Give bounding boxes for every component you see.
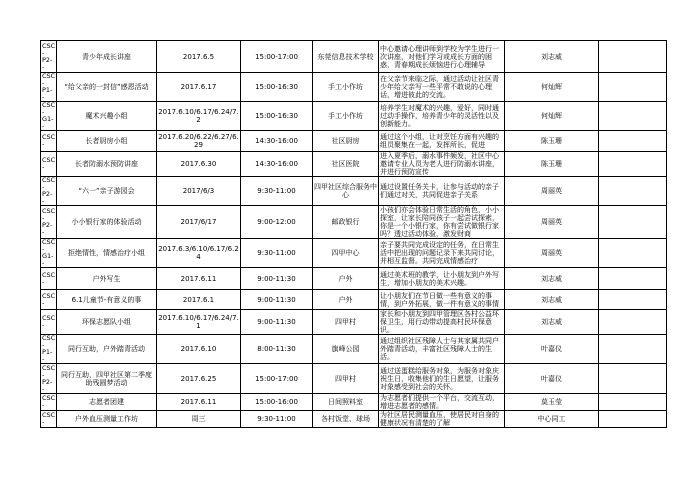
activity-code [41,364,57,394]
activity-place: 社区医院 [313,152,379,177]
table-row [41,364,667,394]
activity-remark [599,177,667,206]
activity-time: 14:30-16:00 [241,152,313,177]
activity-code-part: - [42,48,45,57]
activity-remark [599,290,667,310]
activity-code-part: - [42,321,45,329]
activity-date: 2017.6.3/6.10/6.17/6.24 [157,239,241,268]
activity-place: 邮政银行 [313,206,379,239]
activity-date: 2017/6/3 [157,177,241,206]
activity-name: 志愿者团建 [57,394,157,411]
activity-code-part: CSC [42,238,56,246]
activity-code [41,335,57,364]
activity-code [41,102,57,131]
activity-code-part: - [42,228,45,236]
activity-time: 14:30-16:00 [241,131,313,152]
activity-time: 9:30-11:00 [241,177,313,206]
activity-time: 9:30-11:00 [241,411,313,428]
activity-code-part: P2- [42,190,53,198]
activity-code-part: - [42,140,45,148]
activity-name: 拒绝情性，情感治疗小组 [57,239,157,268]
activity-staff: 中心同工 [505,411,599,428]
activity-code-part: - [42,197,45,205]
activity-time: 15:00-16:30 [241,73,313,102]
activity-place: 四甲村 [313,364,379,394]
activity-code-part: - [42,355,45,363]
activity-code [41,73,57,102]
table-row [41,152,667,177]
activity-place: 四甲中心 [313,239,379,268]
activity-remark [599,364,667,394]
activity-time: 15:00-16:30 [241,102,313,131]
activity-date: 2017.6.17 [157,73,241,102]
activity-date: 2017.6.11 [157,394,241,411]
activity-name: 长者防溺水预防讲座 [57,152,157,177]
activity-code-part: CSC [42,363,56,372]
activity-code [41,310,57,335]
activity-date: 2017.6.20/6.22/6.27/6.29 [157,131,241,152]
activity-description: 培养学生对魔术的兴趣，爱好，同时通过动手操作，培养青少年的灵活性以及创新能力。 [379,102,505,131]
activity-place: 四甲村 [313,310,379,335]
table-row [41,411,667,428]
activity-code [41,394,57,411]
activity-code-part: CSC [42,207,56,215]
activity-staff: 何灿辉 [505,73,599,102]
activity-code [41,239,57,268]
activity-staff: 陈玉珊 [505,131,599,152]
activity-code-part: CSC [42,133,56,141]
activity-code-part: CSC [42,394,56,402]
table-row [41,41,667,73]
activity-place: 户外 [313,268,379,290]
activity-date: 2017.6.30 [157,152,241,177]
activity-code-part: CSC [42,314,56,322]
activity-code-part: CSC [42,334,56,342]
activity-code-part: - [42,384,45,393]
activity-remark [599,73,667,102]
activity-code [41,411,57,428]
activity-code-part: - [42,259,45,267]
activity-remark [599,394,667,411]
activity-code-part: - [42,62,45,71]
activity-description: 小孩们亦会体验日常生活的角色，小小探室，让家长陪同孩子一起尝试探索，你是一个小银行家，你有尝试做银行家吗？透过活动体验，激发财商 [379,206,505,239]
activity-code-part: P2- [42,221,53,229]
activity-date: 周三 [157,411,241,428]
activity-code [41,290,57,310]
activity-description: 中心邀请心理讲师到学校为学生进行一次讲座，对他们学习或成长方面的困惑，青春期成长烦恼进行心理辅导 [379,41,505,73]
table-row [41,394,667,411]
activity-name: 长者厨房小组 [57,131,157,152]
activity-remark [599,131,667,152]
activity-code-part: - [42,341,45,349]
activity-code-part: P1- [42,86,53,94]
activity-code [41,41,57,73]
activity-remark [599,41,667,73]
activity-description: 通过美术班的教学，让小朋友到户外写生，增加小朋友的美术兴趣。 [379,268,505,290]
activity-code-part: - [42,93,45,101]
activity-place: 手工小作坊 [313,73,379,102]
activity-remark [599,411,667,428]
activity-remark [599,102,667,131]
activity-code-part: - [42,277,45,286]
activity-code-part: CSC [42,270,56,279]
activity-description: 通过这个小组，让对烹饪方面有兴趣的组员聚集在一起，发挥所长，促进 [379,131,505,152]
activity-description: 为志愿者们提供一个平台，交流互动，增进志愿者的感情。 [379,394,505,411]
activity-place: 手工小作坊 [313,102,379,131]
activity-name: 环保志愿队小组 [57,310,157,335]
table-row [41,239,667,268]
activity-date: 2017.6.25 [157,364,241,394]
activity-date: 2017.6.1 [157,290,241,310]
activity-place: 日间照料室 [313,394,379,411]
table-row [41,177,667,206]
activity-description: 通过设置任务关卡，让参与活动的亲子们通过对关，共同促进亲子关系 [379,177,505,206]
activity-code-part: - [42,183,45,191]
table-row [41,335,667,364]
table-row [41,73,667,102]
activity-name: 同行互助，户外踏青活动 [57,335,157,364]
activity-date: 2017/6/17 [157,206,241,239]
activity-code-part: - [42,163,45,171]
activity-code-part: G1- [42,115,54,123]
activity-time: 9:00-11:30 [241,310,313,335]
activity-staff: 刘志威 [505,41,599,73]
table-row [41,102,667,131]
activity-staff: 莫玉莹 [505,394,599,411]
activity-name: “给父亲的一封信”感恩活动 [57,73,157,102]
activity-code-part: - [42,418,45,426]
activity-place: 旗峰公园 [313,335,379,364]
activity-date: 2017.6.10/6.17/6.24/7.1 [157,310,241,335]
activity-place: 社区厨房 [313,131,379,152]
activity-staff: 何灿辉 [505,102,599,131]
activity-code-part: - [42,79,45,87]
activity-place: 东莞信息技术学校 [313,41,379,73]
activity-remark [599,335,667,364]
activity-name: 魔术兴趣小组 [57,102,157,131]
activity-staff: 周丽英 [505,177,599,206]
activity-time: 9:00-11:30 [241,268,313,290]
activity-time: 9:00-11:30 [241,290,313,310]
activity-place: 各村饭堂、球场 [313,411,379,428]
activity-code-part: - [42,214,45,222]
activity-description: 亲子要共同完成设定的任务，在日常生活中把出现的问题记录下来共同讨论，并相互监督。共同完成情感治疗 [379,239,505,268]
activity-code [41,152,57,177]
activity-remark [599,310,667,335]
activity-description: 为社区居民测量血压，使居民对自身的健康状况有清楚的了解 [379,411,505,428]
activity-remark [599,206,667,239]
table-row [41,290,667,310]
activity-description: 让小朋友们在节日做一些有意义的事情，到户外拓展，做一件有意义的事情 [379,290,505,310]
activity-remark [599,239,667,268]
activity-staff: 叶嘉仪 [505,364,599,394]
activity-name: 6.1儿童节-有意义的事 [57,290,157,310]
activity-name: “六一”亲子游园会 [57,177,157,206]
activity-time: 9:00-12:00 [241,206,313,239]
activity-staff: 刘志威 [505,290,599,310]
activity-description: 通过组织社区残障人士与其家属共同户外踏青活动，丰富社区残障人士的生活。 [379,335,505,364]
activity-remark [599,152,667,177]
activity-code-part: P2- [42,377,53,386]
activity-code [41,268,57,290]
activity-date: 2017.6.5 [157,41,241,73]
activity-date: 2017.6.10 [157,335,241,364]
activity-code-part: - [42,122,45,130]
activity-time: 15:00-17:00 [241,41,313,73]
activity-place: 四甲社区综合服务中心 [313,177,379,206]
table-row [41,310,667,335]
activity-code-part: CSC [42,411,56,419]
activity-code-part: CSC [42,156,56,164]
activity-staff: 陈玉珊 [505,152,599,177]
activity-code [41,206,57,239]
activity-description: 在父亲节来临之际，通过活动让社区青少年给父亲写一些平常不敢说的心理话，增进彼此的交流。 [379,73,505,102]
activity-staff: 刘志威 [505,268,599,290]
activity-code-part: - [42,108,45,116]
activity-description: 进入夏季后，溺水事件频发，社区中心邀请专业人员为老人进行防溺水讲座，并进行预防宣传 [379,152,505,177]
activity-code-part: P1- [42,348,53,356]
activity-name: 同行互助，四甲社区第二季度助残圆梦活动 [57,364,157,394]
activity-name: 户外血压测量工作坊 [57,411,157,428]
activity-time: 9:30-11:00 [241,239,313,268]
activity-rows [41,41,667,428]
activity-code [41,131,57,152]
activity-time: 15:00-16:00 [241,394,313,411]
activity-staff: 刘志威 [505,310,599,335]
activity-code-part: CSC [42,176,56,184]
activity-description: 家长和小朋友到四甲管理区各村公益环保卫生，用行动带动提高村民环保意识。 [379,310,505,335]
activity-name: 小小银行家的体验活动 [57,206,157,239]
activity-staff: 叶嘉仪 [505,335,599,364]
activity-code-part: G1- [42,252,54,260]
activity-code-part: CSC [42,291,56,300]
table-row [41,206,667,239]
activity-name: 青少年成长讲座 [57,41,157,73]
activity-schedule-table [40,40,667,428]
activity-date: 2017.6.11 [157,268,241,290]
activity-code [41,177,57,206]
activity-code-part: - [42,401,45,409]
activity-code-part: CSC [42,72,56,80]
activity-code-part: P2- [42,55,53,64]
table-row [41,268,667,290]
activity-name: 户外写生 [57,268,157,290]
activity-staff: 周丽英 [505,206,599,239]
activity-code-part: CSC [42,41,56,50]
activity-time: 15:00-17:00 [241,364,313,394]
table-row [41,131,667,152]
activity-time: 8:00-11:30 [241,335,313,364]
activity-date: 2017.6.10/6.17/6.24/7.2 [157,102,241,131]
activity-code-part: - [42,298,45,307]
activity-place: 户外 [313,290,379,310]
activity-staff: 周丽英 [505,239,599,268]
activity-description: 通过送蛋糕给服务对象，为服务对象庆祝生日，收集他们的生日愿望，让服务对象感受到社会的关怀。 [379,364,505,394]
activity-code-part: - [42,370,45,379]
activity-code-part: CSC [42,101,56,109]
activity-code-part: - [42,245,45,253]
activity-remark [599,268,667,290]
